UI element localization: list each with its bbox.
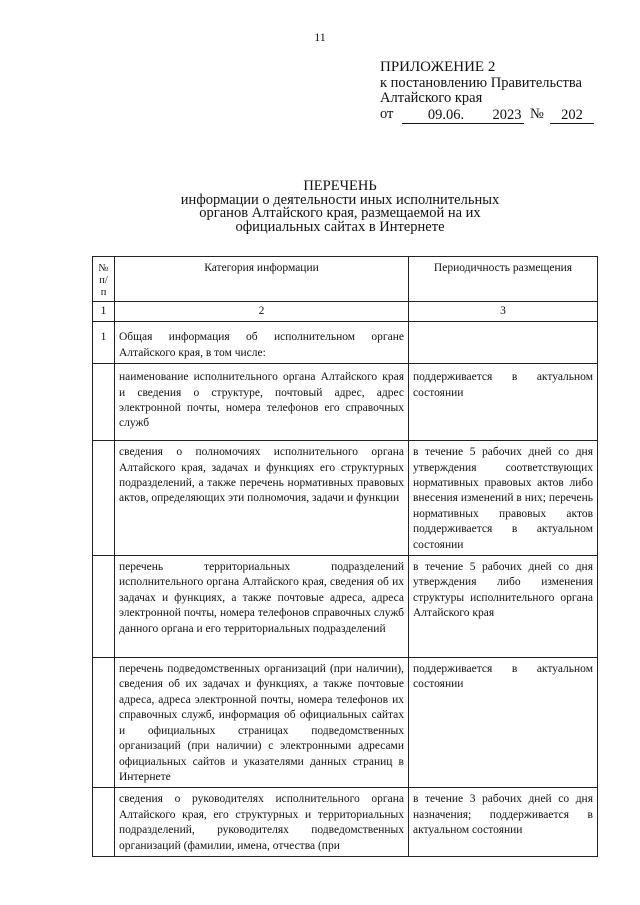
appendix-line-2: Алтайского края	[380, 90, 483, 106]
document-heading	[150, 180, 530, 234]
table-header-row	[93, 257, 598, 302]
row-num	[93, 364, 115, 441]
column-number-1: 1	[93, 302, 115, 322]
heading-title: ПЕРЕЧЕНЬ	[303, 178, 377, 194]
row-num	[93, 788, 115, 857]
row-num	[93, 441, 115, 556]
table-row	[93, 364, 598, 441]
number-sign: №	[530, 105, 544, 122]
heading-line-2: органов Алтайского края, размещаемой на их	[199, 205, 481, 221]
column-number-2: 2	[115, 302, 409, 322]
appendix-date-line	[380, 107, 630, 125]
row-category: перечень подведомственных организаций (при наличии), сведения об их задачах и функциях, а также почтовые адреса, адреса электронной почты, номера телефонов их справочных служб, информация об официальных сайтах и официальных страницах подведомственных организаций (при наличии) с электронными адресами официальных сайтов и указателями данных страниц в Интернете	[115, 658, 409, 788]
decree-year: 2023	[490, 107, 524, 124]
row-num: 1	[93, 322, 115, 364]
information-table	[92, 256, 598, 857]
decree-number: 202	[550, 107, 594, 124]
row-category: сведения о полномочиях исполнительного органа Алтайского края, задачах и функциях его структурных подразделений, а также перечень нормативных правовых актов, определяющих эти полномочия, задачи и функции	[115, 441, 409, 556]
table-row	[93, 788, 598, 857]
row-num	[93, 658, 115, 788]
table-row	[93, 322, 598, 364]
page-number: 11	[314, 30, 326, 44]
row-category: сведения о руководителях исполнительного органа Алтайского края, его структурных и территориальных подразделений, руководителях подведомственных организаций (фамилии, имена, отчества (при	[115, 788, 409, 857]
heading-line-3: официальных сайтах в Интернете	[235, 218, 445, 235]
row-period	[409, 322, 598, 364]
row-category: перечень территориальных подразделений исполнительного органа Алтайского края, сведения об их задачах и функциях, а также почтовые адреса, адреса электронной почты, номера телефонов справочных служб данного органа и его территориальных подразделений	[115, 556, 409, 658]
header-category: Категория информации	[115, 257, 409, 302]
row-period: в течение 3 рабочих дней со дня назначения; поддерживается в актуальном состоянии	[409, 788, 598, 857]
header-period: Периодичность размещения	[409, 257, 598, 302]
row-category: наименование исполнительного органа Алтайского края и сведения о структуре, почтовый адрес, адрес электронной почты, номера телефонов его справочных служб	[115, 364, 409, 441]
row-num	[93, 556, 115, 658]
appendix-line-1: к постановлению Правительства	[380, 74, 582, 91]
row-period: поддерживается в актуальном состоянии	[409, 364, 598, 441]
table-row	[93, 658, 598, 788]
header-num: № п/п	[93, 257, 115, 302]
row-period: в течение 5 рабочих дней со дня утверждения либо изменения структуры исполнительного органа Алтайского края	[409, 556, 598, 658]
heading-line-1: информации о деятельности иных исполнительных	[180, 191, 500, 208]
appendix-block	[380, 60, 630, 125]
decree-date: 09.06.	[402, 107, 490, 124]
row-period: поддерживается в актуальном состоянии	[409, 658, 598, 788]
appendix-title: ПРИЛОЖЕНИЕ 2	[380, 59, 496, 75]
column-number-3: 3	[409, 302, 598, 322]
row-category: Общая информация об исполнительном органе Алтайского края, в том числе:	[115, 322, 409, 364]
from-label: от	[380, 105, 394, 122]
column-numbers-row	[93, 302, 598, 322]
table-row	[93, 556, 598, 658]
row-period: в течение 5 рабочих дней со дня утверждения соответствующих нормативных правовых актов либо внесения изменений в них; перечень нормативных правовых актов поддерживается в актуальном состоянии	[409, 441, 598, 556]
table-row	[93, 441, 598, 556]
